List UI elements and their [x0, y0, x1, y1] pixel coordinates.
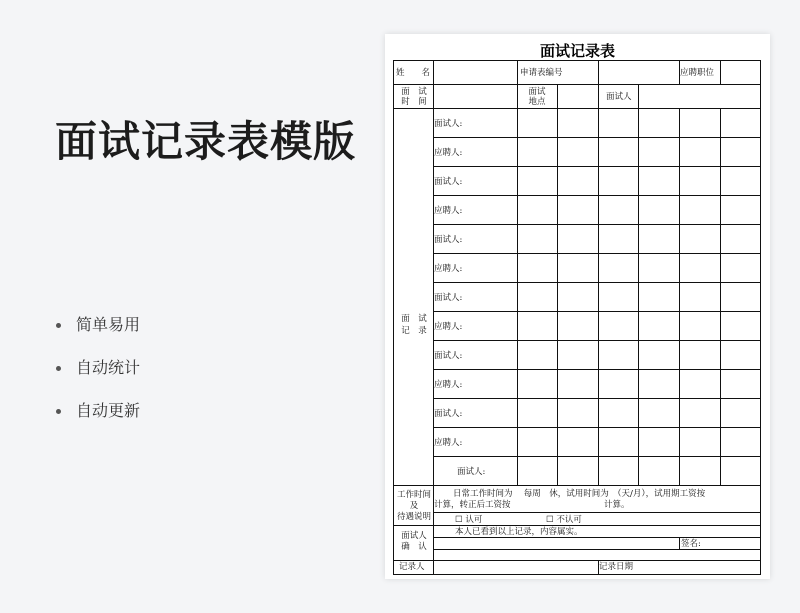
table-rule — [433, 137, 761, 138]
bullet-icon — [56, 366, 61, 371]
table-rule — [433, 485, 761, 486]
table-rule — [720, 108, 721, 485]
disapprove-checkbox[interactable]: ☐ 不认可 — [546, 515, 582, 525]
work-text: 计算，转正后工资按 计算。 — [434, 500, 630, 510]
work-label: 工作时间 — [396, 490, 431, 500]
form-number-label: 申请表编号 — [520, 68, 563, 78]
table-rule — [433, 340, 761, 341]
final-interviewer-label: 面试人: — [457, 467, 486, 477]
table-rule — [638, 84, 639, 108]
interview-time-label: 面 试 — [401, 87, 427, 97]
record-side-label: 记 录 — [401, 326, 427, 336]
table-rule — [598, 84, 599, 108]
table-rule — [433, 427, 761, 428]
record-row-label: 面试人: — [434, 235, 463, 245]
table-rule — [557, 84, 558, 108]
feature-item — [52, 353, 140, 396]
table-rule — [433, 253, 761, 254]
recorder-label: 记录人 — [399, 562, 425, 572]
table-rule — [393, 108, 761, 109]
record-side-label: 面 试 — [401, 314, 427, 324]
record-row-label: 应聘人: — [434, 322, 463, 332]
record-date-label: 记录日期 — [599, 562, 634, 572]
table-rule — [638, 108, 639, 485]
table-rule — [393, 574, 761, 575]
table-rule — [433, 485, 434, 574]
record-row-label: 应聘人: — [434, 438, 463, 448]
table-rule — [393, 60, 394, 575]
record-row-label: 应聘人: — [434, 206, 463, 216]
table-rule — [433, 282, 761, 283]
table-rule — [393, 525, 761, 526]
work-text: 日常工作时间为 每周 休，试用时间为 （天/月），试用期工资按 — [453, 489, 706, 499]
record-row-label: 面试人: — [434, 409, 463, 419]
table-rule — [433, 369, 761, 370]
table-rule — [679, 537, 680, 549]
table-rule — [433, 84, 434, 108]
table-rule — [517, 108, 518, 485]
feature-item — [52, 310, 140, 353]
work-label: 及 — [409, 501, 419, 511]
table-rule — [433, 398, 761, 399]
table-rule — [433, 224, 761, 225]
record-row-label: 应聘人: — [434, 380, 463, 390]
record-row-label: 面试人: — [434, 119, 463, 129]
interview-place-label: 面试 — [528, 87, 546, 97]
confirm-label: 确 认 — [401, 542, 427, 552]
page-title: 面试记录表模版 — [55, 117, 357, 166]
record-row-label: 应聘人: — [434, 264, 463, 274]
table-rule — [433, 311, 761, 312]
name-label: 姓 名 — [396, 68, 431, 78]
table-rule — [720, 60, 721, 84]
form-title: 面试记录表 — [539, 42, 615, 60]
interview-time-label: 时 间 — [401, 97, 427, 107]
feature-list — [52, 310, 140, 439]
record-row-label: 面试人: — [434, 351, 463, 361]
table-rule — [433, 512, 761, 513]
form-table — [393, 60, 761, 575]
record-row-label: 应聘人: — [434, 148, 463, 158]
table-rule — [433, 195, 761, 196]
table-rule — [433, 456, 761, 457]
feature-label: 自动更新 — [76, 401, 141, 420]
interview-place-label: 地点 — [528, 97, 546, 107]
interviewer-label: 面试人 — [606, 92, 632, 102]
approve-checkbox[interactable]: ☐ 认可 — [455, 515, 483, 525]
table-rule — [433, 549, 761, 550]
table-rule — [433, 166, 761, 167]
table-rule — [393, 60, 761, 61]
feature-label: 简单易用 — [76, 315, 141, 334]
table-rule — [557, 108, 558, 485]
feature-item — [52, 396, 140, 439]
table-rule — [393, 560, 761, 561]
confirm-label: 面试人 — [401, 531, 427, 541]
table-rule — [393, 84, 761, 85]
table-rule — [433, 537, 761, 538]
form-preview — [385, 34, 770, 579]
record-row-label: 面试人: — [434, 177, 463, 187]
sign-label: 签名: — [681, 539, 701, 549]
table-rule — [679, 108, 680, 485]
table-rule — [433, 60, 434, 84]
table-rule — [517, 60, 518, 84]
record-row-label: 面试人: — [434, 293, 463, 303]
bullet-icon — [56, 323, 61, 328]
table-rule — [760, 60, 761, 575]
work-label: 待遇说明 — [396, 512, 431, 522]
table-rule — [598, 108, 599, 485]
bullet-icon — [56, 409, 61, 414]
table-rule — [598, 60, 599, 84]
confirm-text: 本人已看到以上记录，内容属实。 — [455, 527, 583, 537]
position-label: 应聘职位 — [680, 68, 715, 78]
feature-label: 自动统计 — [76, 358, 141, 377]
table-rule — [517, 84, 518, 108]
